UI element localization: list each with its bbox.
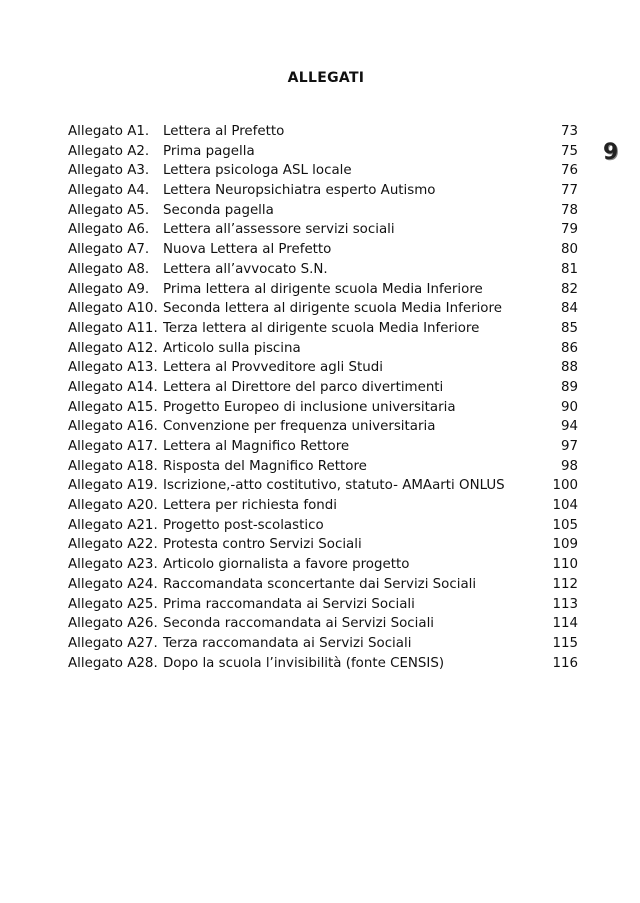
toc-title: Lettera al Prefetto [163,124,285,139]
toc-title: Raccomandata sconcertante dai Servizi Sociali [163,576,477,592]
toc-row [68,656,578,676]
toc-code: Allegato A23. [68,557,158,573]
toc-code: Allegato A12. [68,340,158,356]
toc-code: Allegato A8. [68,261,150,277]
toc-page-number: 104 [552,498,578,514]
toc-code: Allegato A22. [68,537,158,553]
toc-row [68,301,578,321]
toc-code: Allegato A4. [68,183,150,199]
toc-code: Allegato A21. [68,517,158,533]
toc-code: Allegato A25. [68,596,158,612]
toc-title: Iscrizione,-atto costitutivo, statuto- AMAarti ONLUS [163,478,505,494]
toc-title: Progetto Europeo di inclusione universitaria [163,399,456,415]
toc-code: Allegato A13. [68,360,158,376]
toc-title: Seconda pagella [163,202,274,218]
toc-row [68,124,578,144]
toc-page-number: 75 [560,143,578,159]
toc-row [68,537,578,557]
toc-page-number: 105 [552,517,578,533]
toc-page-number: 97 [560,439,578,454]
page-title: ALLEGATI [287,70,365,86]
toc-title: Lettera all’assessore servizi sociali [163,222,395,238]
toc-title: Lettera per richiesta fondi [163,498,338,514]
toc-page-number: 79 [560,222,578,238]
toc-row [68,203,578,223]
toc-title: Progetto post-scolastico [163,517,324,533]
toc-row [68,282,578,302]
toc-title: Lettera all’avvocato S.N. [163,261,328,277]
toc-code: Allegato A15. [68,399,158,415]
toc-code: Allegato A6. [68,222,150,238]
toc-code: Allegato A11. [68,320,158,336]
toc-page-number: 110 [552,557,578,573]
toc-title: Convenzione per frequenza universitaria [163,419,436,435]
toc-title: Dopo la scuola l’invisibilità (fonte CENSIS) [163,655,445,671]
toc-page-number: 76 [560,163,578,179]
toc-code: Allegato A28. [68,655,158,671]
toc-row [68,400,578,420]
toc-page-number: 94 [560,419,578,435]
toc-title: Protesta contro Servizi Sociali [163,537,362,553]
toc-row [68,144,578,164]
toc-row [68,498,578,518]
toc-code: Allegato A10. [68,301,158,317]
toc-code: Allegato A2. [68,143,150,159]
toc-code: Allegato A7. [68,242,150,258]
toc-code: Allegato A9. [68,281,150,297]
toc-title: Seconda lettera al dirigente scuola Media Inferiore [163,301,502,317]
toc-row [68,321,578,341]
toc-code: Allegato A3. [68,163,150,179]
toc-row [68,222,578,242]
toc-code: Allegato A19. [68,478,158,494]
toc-page-number: 115 [552,635,578,651]
toc-page-number: 98 [560,458,578,474]
toc-title: Lettera Neuropsichiatra esperto Autismo [163,183,436,199]
toc-row [68,459,578,479]
table-of-contents [68,124,578,675]
toc-page-number: 82 [560,281,578,297]
toc-row [68,597,578,617]
toc-page-number: 73 [560,124,578,139]
toc-page-number: 116 [552,655,578,671]
toc-page-number: 80 [560,242,578,258]
toc-page-number: 85 [560,320,578,336]
toc-title: Seconda raccomandata ai Servizi Sociali [163,616,435,632]
toc-row [68,360,578,380]
toc-page-number: 81 [560,261,578,277]
toc-page-number: 78 [560,202,578,218]
toc-code: Allegato A5. [68,202,150,218]
toc-row [68,518,578,538]
toc-code: Allegato A24. [68,576,158,592]
toc-row [68,616,578,636]
toc-title: Prima lettera al dirigente scuola Media Inferiore [163,281,483,297]
toc-row [68,380,578,400]
toc-row [68,557,578,577]
toc-title: Articolo giornalista a favore progetto [163,557,410,573]
toc-page-number: 88 [560,360,578,376]
toc-row [68,262,578,282]
toc-row [68,577,578,597]
toc-row [68,341,578,361]
toc-title: Lettera al Provveditore agli Studi [163,360,383,376]
toc-title: Terza lettera al dirigente scuola Media Inferiore [163,320,480,336]
toc-row [68,183,578,203]
toc-code: Allegato A17. [68,439,158,454]
page-number: 9 [603,140,619,165]
toc-code: Allegato A26. [68,616,158,632]
toc-row [68,242,578,262]
toc-page-number: 113 [552,596,578,612]
toc-row [68,419,578,439]
toc-title: Lettera al Magnifico Rettore [163,439,350,454]
toc-title: Lettera al Direttore del parco divertimenti [163,379,444,395]
toc-code: Allegato A27. [68,635,158,651]
toc-code: Allegato A16. [68,419,158,435]
toc-code: Allegato A1. [68,124,150,139]
toc-page-number: 100 [552,478,578,494]
toc-row [68,163,578,183]
toc-title: Articolo sulla piscina [163,340,301,356]
toc-title: Prima raccomandata ai Servizi Sociali [163,596,415,612]
toc-code: Allegato A20. [68,498,158,514]
toc-page-number: 86 [560,340,578,356]
toc-code: Allegato A14. [68,379,158,395]
toc-row [68,636,578,656]
toc-title: Prima pagella [163,143,255,159]
toc-page-number: 109 [552,537,578,553]
toc-row [68,439,578,459]
toc-row [68,478,578,498]
toc-page-number: 89 [560,379,578,395]
toc-page-number: 112 [552,576,578,592]
toc-code: Allegato A18. [68,458,158,474]
toc-title: Risposta del Magnifico Rettore [163,458,367,474]
toc-title: Nuova Lettera al Prefetto [163,242,332,258]
toc-page-number: 77 [560,183,578,199]
toc-page-number: 114 [552,616,578,632]
toc-page-number: 84 [560,301,578,317]
toc-title: Lettera psicologa ASL locale [163,163,352,179]
toc-title: Terza raccomandata ai Servizi Sociali [163,635,412,651]
toc-page-number: 90 [560,399,578,415]
